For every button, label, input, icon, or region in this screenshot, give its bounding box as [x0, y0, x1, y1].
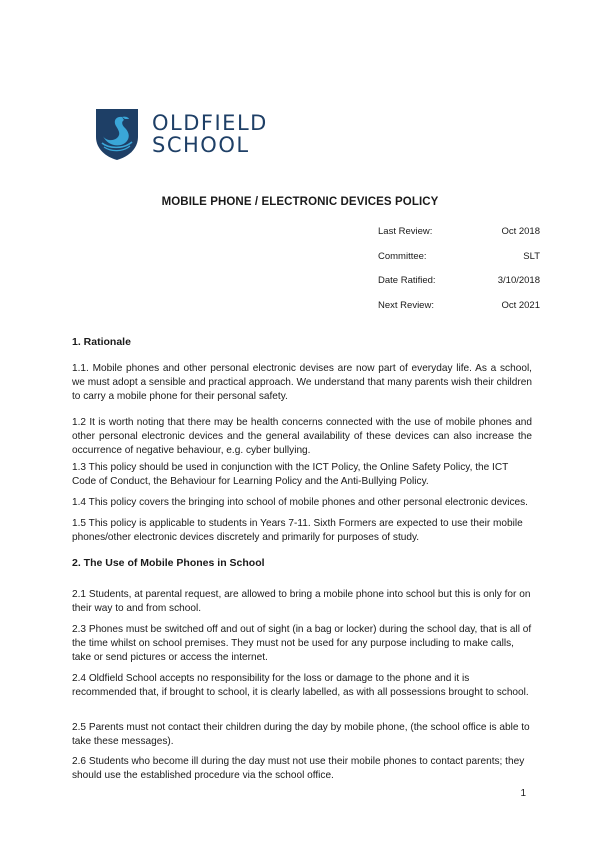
meta-row-date-ratified — [378, 275, 540, 300]
section-heading-rationale: 1. Rationale — [72, 336, 131, 348]
paragraph-2-4: 2.4 Oldfield School accepts no responsibility for the loss or damage to the phone and it is recommended that, if brought to school, it is clearly labelled, as with all possessions brought to school. — [72, 673, 529, 698]
meta-label: Date Ratified: — [378, 275, 436, 286]
school-name-line2: SCHOOL — [152, 133, 250, 157]
meta-value: 3/10/2018 — [497, 275, 540, 286]
paragraph-1-5: 1.5 This policy is applicable to students in Years 7-11. Sixth Formers are expected to use their mobile phones/other electronic devices discretely and primarily for purposes of study. — [72, 518, 523, 543]
meta-row-next-review — [378, 300, 540, 325]
paragraph-1-2: 1.2 It is worth noting that there may be health concerns connected with the use of mobile phones and other personal electronic devices and the general availability of these devices can also increase the occurrence of negative behaviour, e.g. cyber bullying. — [72, 417, 532, 456]
meta-label: Committee: — [378, 250, 427, 262]
swan-shield-icon — [94, 107, 140, 161]
paragraph-2-5: 2.5 Parents must not contact their children during the day by mobile phone, (the school office is able to take these messages). — [72, 722, 530, 747]
meta-row-committee — [378, 251, 540, 276]
meta-value: Oct 2018 — [501, 226, 540, 237]
school-logo — [72, 88, 282, 180]
meta-value: SLT — [523, 250, 540, 262]
meta-value: Oct 2021 — [501, 299, 540, 311]
meta-label: Last Review: — [378, 226, 433, 237]
paragraph-1-3: 1.3 This policy should be used in conjunction with the ICT Policy, the Online Safety Policy, the ICT Code of Conduct, the Behaviour for Learning Policy and the Anti-Bullying Policy. — [72, 462, 509, 487]
review-metadata — [378, 226, 540, 324]
school-name — [152, 112, 268, 156]
document-title: MOBILE PHONE / ELECTRONIC DEVICES POLICY — [161, 196, 439, 208]
page-number: 1 — [520, 788, 526, 799]
meta-label: Next Review: — [378, 299, 434, 311]
meta-row-last-review — [378, 226, 540, 251]
school-name-line1: OLDFIELD — [152, 111, 268, 135]
paragraph-1-1: 1.1. Mobile phones and other personal electronic devises are now part of everyday life. As a school, we must adopt a sensible and practical approach. We understand that many parents wish their children to carry a mobile phone for their personal safety. — [72, 363, 532, 402]
paragraph-2-1: 2.1 Students, at parental request, are allowed to bring a mobile phone into school but this is only for on their way to and from school. — [72, 589, 531, 614]
paragraph-2-3: 2.3 Phones must be switched off and out of sight (in a bag or locker) during the school day, that is all of the time whilst on school premises. They must not be used for any purpose including to make calls, take or send pictures or access the internet. — [72, 624, 532, 663]
paragraph-1-4: 1.4 This policy covers the bringing into school of mobile phones and other personal electronic devices. — [72, 497, 528, 508]
section-heading-use-of-phones: 2. The Use of Mobile Phones in School — [72, 557, 265, 569]
paragraph-2-6: 2.6 Students who become ill during the day must not use their mobile phones to contact parents; they should use the established procedure via the school office. — [72, 756, 525, 781]
